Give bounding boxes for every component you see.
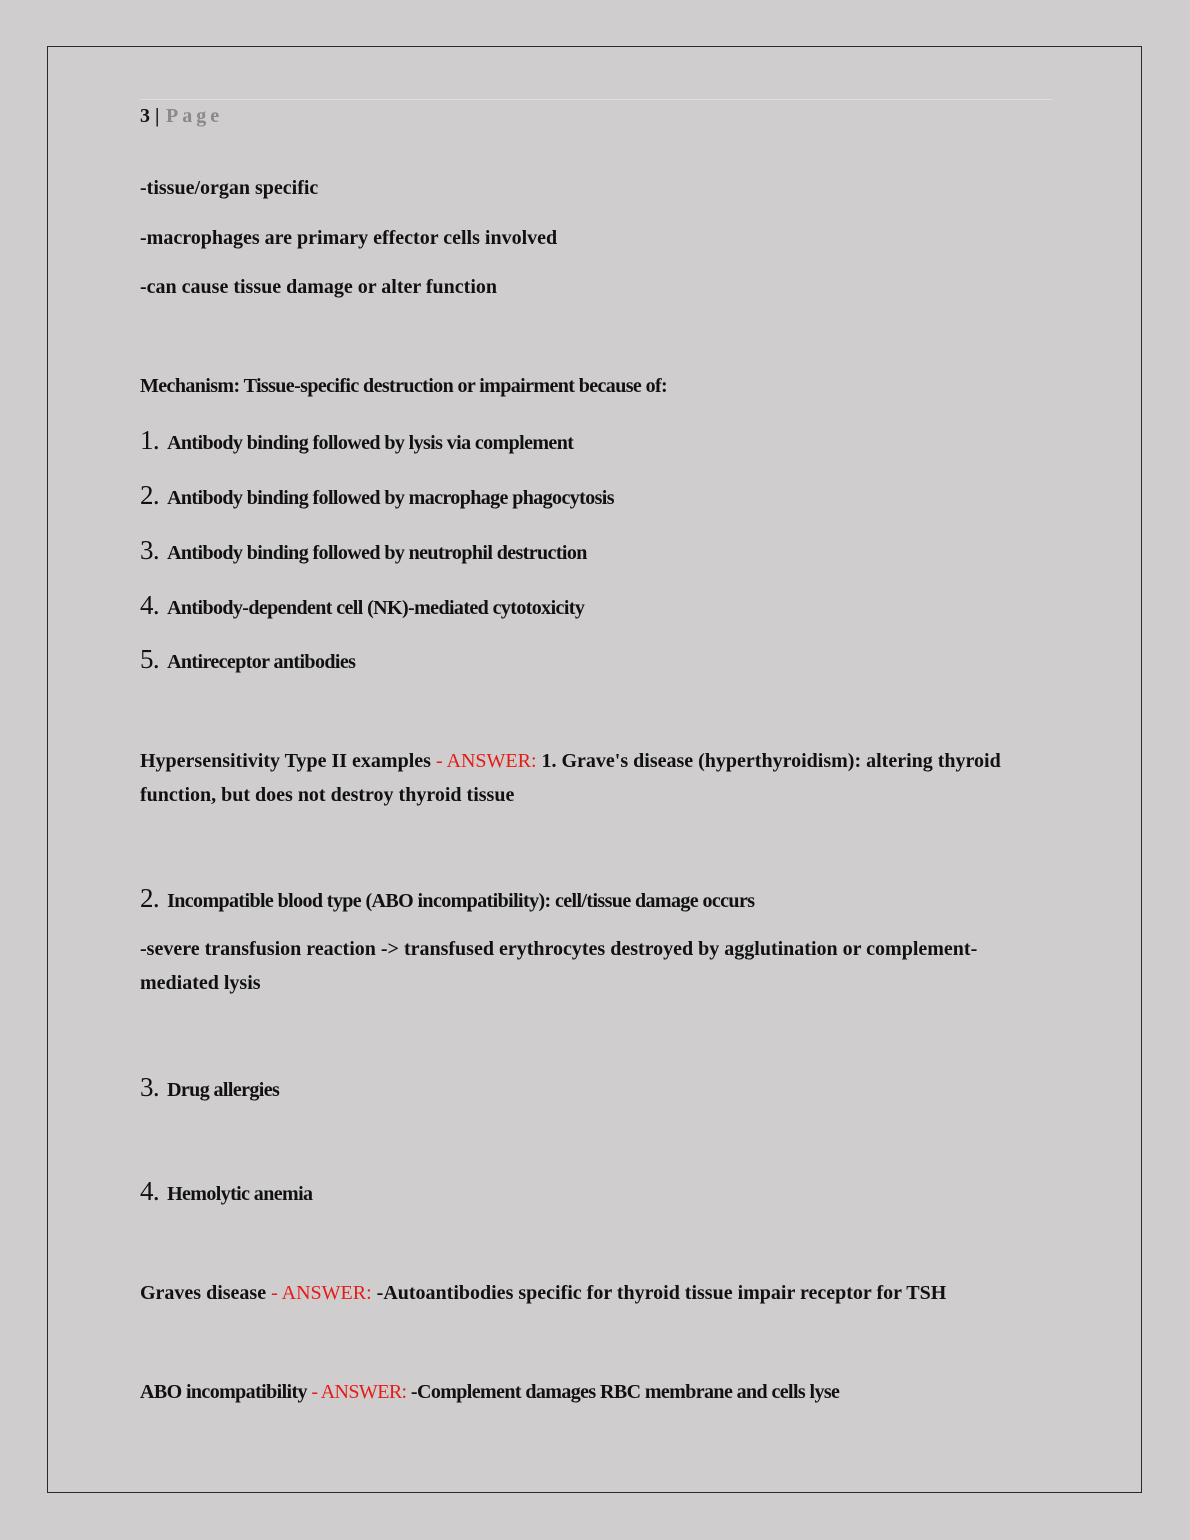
text-line: -can cause tissue damage or alter function	[140, 276, 498, 298]
text-line: -tissue/organ specific	[140, 177, 319, 199]
list-text: Antibody binding followed by lysis via complement	[167, 432, 574, 454]
answer-label: - ANSWER:	[266, 1282, 372, 1304]
list-text: Antireceptor antibodies	[167, 651, 356, 673]
list-number: 3.	[140, 1072, 160, 1102]
mechanism-item	[140, 478, 614, 515]
example-item	[140, 881, 754, 918]
answer-text: -Autoantibodies specific for thyroid tissue impair receptor for TSH	[371, 1282, 947, 1304]
document-page	[47, 46, 1142, 1493]
list-number: 2.	[140, 883, 160, 913]
list-number: 4.	[140, 1176, 160, 1206]
text-line: -severe transfusion reaction -> transfused erythrocytes destroyed by agglutination or complement-mediated lysis	[140, 938, 978, 994]
page-header	[140, 99, 1052, 140]
list-text: Antibody-dependent cell (NK)-mediated cytotoxicity	[167, 597, 585, 619]
mechanism-item	[140, 423, 573, 460]
list-text: Drug allergies	[167, 1079, 280, 1101]
list-number: 4.	[140, 590, 160, 620]
page-label: Page	[166, 105, 224, 127]
question-text: Graves disease	[140, 1282, 267, 1304]
list-number: 1.	[140, 425, 160, 455]
abo-entry	[140, 1375, 839, 1409]
answer-text: 1. Grave's disease (hyperthyroidism): altering thyroid function, but does not destroy thyroid tissue	[140, 750, 1001, 806]
example-item	[140, 1174, 312, 1211]
list-text: Incompatible blood type (ABO incompatibility): cell/tissue damage occurs	[167, 890, 755, 912]
mechanism-item	[140, 533, 587, 570]
question-text: Hypersensitivity Type II examples	[140, 750, 431, 772]
graves-entry	[140, 1276, 946, 1310]
list-text: Antibody binding followed by macrophage phagocytosis	[167, 487, 614, 509]
list-text: Hemolytic anemia	[167, 1183, 313, 1205]
answer-label: - ANSWER:	[430, 750, 537, 772]
question-text: ABO incompatibility	[140, 1381, 307, 1403]
mechanism-heading: Mechanism: Tissue-specific destruction or impairment because of:	[140, 375, 668, 397]
answer-label: - ANSWER:	[306, 1381, 407, 1403]
list-number: 3.	[140, 535, 160, 565]
list-text: Antibody binding followed by neutrophil destruction	[167, 542, 587, 564]
text-line: -macrophages are primary effector cells involved	[140, 227, 558, 249]
list-number: 2.	[140, 480, 160, 510]
example-item	[140, 1070, 279, 1107]
mechanism-item	[140, 588, 584, 625]
page-number: 3	[140, 105, 150, 127]
examples-entry	[140, 744, 1040, 812]
answer-text: -Complement damages RBC membrane and cells lyse	[406, 1381, 840, 1403]
list-number: 5.	[140, 644, 160, 674]
mechanism-item	[140, 642, 355, 679]
header-separator: |	[155, 105, 160, 127]
